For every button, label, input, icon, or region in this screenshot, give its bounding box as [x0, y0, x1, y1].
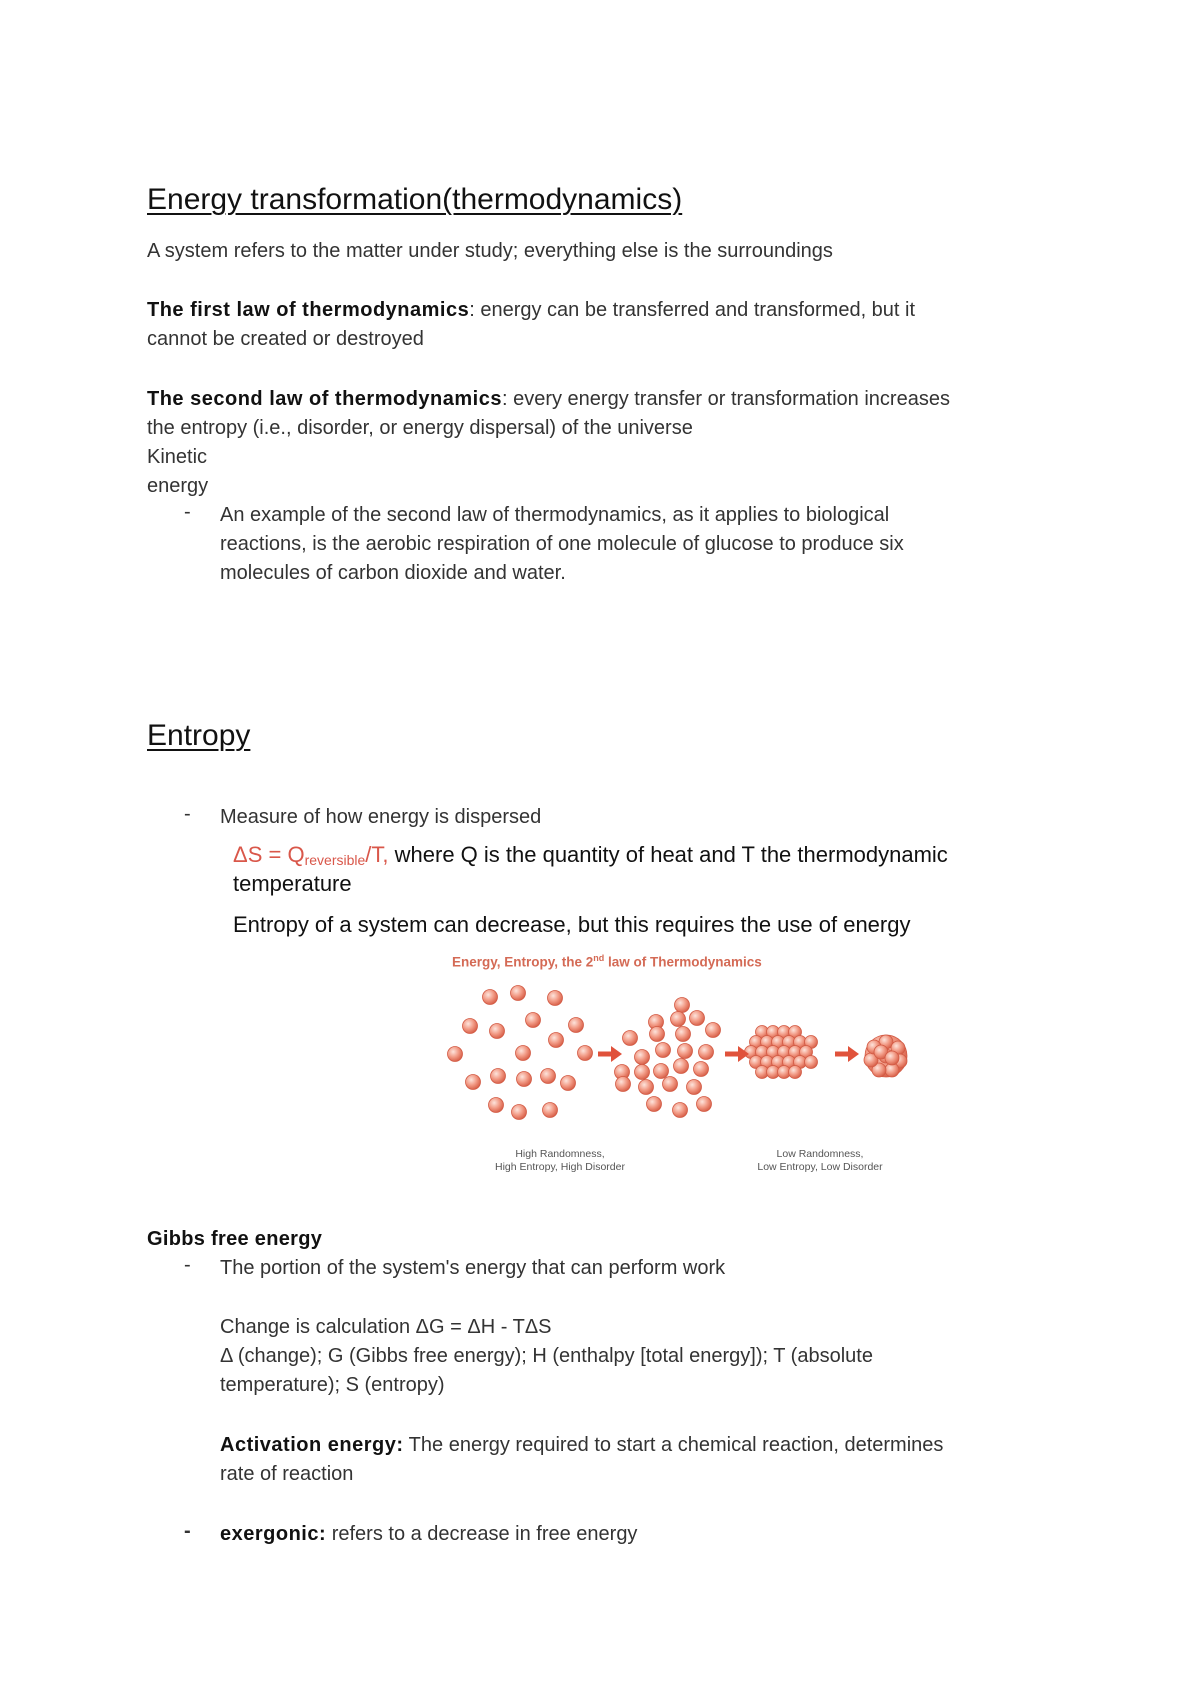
particle-high-entropy: [511, 986, 526, 1001]
gibbs-equation: Change is calculation ΔG = ΔH - TΔS: [220, 1316, 552, 1338]
arrow-2-shaft: [725, 1052, 739, 1057]
particle-high-entropy: [489, 1098, 504, 1113]
particle-medium-entropy: [635, 1065, 650, 1080]
arrow-1-head: [611, 1046, 622, 1062]
figure-title-superscript: nd: [593, 953, 605, 963]
first-law-line1: [147, 296, 915, 325]
particle-medium-entropy: [675, 998, 690, 1013]
exergonic-text: refers to a decrease in free energy: [326, 1523, 638, 1545]
activation-energy-text: The energy required to start a chemical reaction, determines: [403, 1434, 944, 1456]
exergonic-line: [220, 1520, 637, 1549]
particle-high-entropy: [490, 1024, 505, 1039]
particle-medium-entropy: [674, 1059, 689, 1074]
particle-medium-entropy: [639, 1080, 654, 1095]
particle-medium-entropy: [706, 1023, 721, 1038]
kinetic-line2: energy: [147, 475, 209, 497]
particle-cluster: [885, 1051, 899, 1065]
particle-high-entropy: [483, 990, 498, 1005]
bullet-dash: -: [184, 803, 191, 825]
arrow-1-shaft: [598, 1052, 612, 1057]
particle-medium-entropy: [697, 1097, 712, 1112]
heading-entropy: Entropy: [147, 719, 251, 752]
particle-medium-entropy: [647, 1097, 662, 1112]
particle-high-entropy: [541, 1069, 556, 1084]
particle-medium-entropy: [678, 1044, 693, 1059]
particle-medium-entropy: [690, 1011, 705, 1026]
particle-high-entropy: [517, 1072, 532, 1087]
caption-high-entropy: [480, 1148, 640, 1174]
example-line2: reactions, is the aerobic respiration of one molecule of glucose to produce six: [220, 533, 904, 555]
particle-medium-entropy: [663, 1077, 678, 1092]
first-law-line2: cannot be created or destroyed: [147, 328, 424, 350]
arrow-3-head: [848, 1046, 859, 1062]
caption-high-line2: High Entropy, High Disorder: [495, 1161, 625, 1173]
particle-medium-entropy: [687, 1080, 702, 1095]
heading-gibbs-free-energy: Gibbs free energy: [147, 1228, 323, 1250]
particle-high-entropy: [491, 1069, 506, 1084]
second-law-label: The second law of thermodynamics: [147, 388, 502, 410]
particle-high-entropy: [516, 1046, 531, 1061]
particle-low-entropy: [789, 1066, 802, 1079]
delta-s-symbol: ΔS: [233, 842, 263, 867]
caption-low-line2: Low Entropy, Low Disorder: [757, 1161, 883, 1173]
formula-description: where Q is the quantity of heat and T the thermodynamic: [388, 842, 948, 867]
formula-equals-q: = Q: [268, 842, 305, 867]
caption-low-entropy: [740, 1148, 900, 1174]
particle-medium-entropy: [654, 1064, 669, 1079]
second-law-text: : every energy transfer or transformation increases: [501, 388, 950, 410]
exergonic-label: exergonic:: [220, 1523, 327, 1545]
particle-high-entropy: [548, 991, 563, 1006]
particle-medium-entropy: [694, 1062, 709, 1077]
entropy-decrease-line: Entropy of a system can decrease, but this requires the use of energy: [233, 912, 911, 937]
bullet-dash: -: [184, 501, 191, 523]
bullet-dash: -: [184, 1520, 192, 1542]
entropy-particles-diagram: [430, 950, 950, 1180]
gibbs-legend-line2: temperature); S (entropy): [220, 1374, 445, 1396]
arrow-3-shaft: [835, 1052, 849, 1057]
particle-low-entropy: [805, 1056, 818, 1069]
particle-high-entropy: [466, 1075, 481, 1090]
bullet-dash: -: [184, 1254, 191, 1276]
entropy-formula-line2: temperature: [233, 871, 352, 896]
particle-high-entropy: [543, 1103, 558, 1118]
caption-low-line1: Low Randomness,: [776, 1148, 864, 1160]
second-law-line2: the entropy (i.e., disorder, or energy dispersal) of the universe: [147, 417, 693, 439]
second-law-line1: [147, 385, 950, 414]
particle-medium-entropy: [671, 1012, 686, 1027]
first-law-label: The first law of thermodynamics: [147, 299, 470, 321]
example-line3: molecules of carbon dioxide and water.: [220, 562, 566, 584]
particle-medium-entropy: [673, 1103, 688, 1118]
entropy-measure-text: Measure of how energy is dispersed: [220, 806, 542, 828]
activation-energy-line2: rate of reaction: [220, 1463, 354, 1485]
particle-high-entropy: [569, 1018, 584, 1033]
figure-title-rest: law of Thermodynamics: [604, 954, 762, 970]
particle-high-entropy: [549, 1033, 564, 1048]
system-definition: A system refers to the matter under study; everything else is the surroundings: [147, 240, 833, 262]
particle-medium-entropy: [656, 1043, 671, 1058]
particle-medium-entropy: [699, 1045, 714, 1060]
caption-high-line1: High Randomness,: [515, 1148, 605, 1160]
particle-medium-entropy: [616, 1077, 631, 1092]
activation-energy-line1: [220, 1431, 943, 1460]
particle-medium-entropy: [623, 1031, 638, 1046]
entropy-figure: [430, 950, 950, 1180]
example-line1: An example of the second law of thermodynamics, as it applies to biological: [220, 504, 890, 526]
particle-medium-entropy: [635, 1050, 650, 1065]
figure-title-text: Energy, Entropy, the 2: [452, 954, 594, 970]
formula-subscript: reversible: [304, 852, 366, 868]
particle-high-entropy: [561, 1076, 576, 1091]
gibbs-definition: The portion of the system's energy that can perform work: [220, 1257, 726, 1279]
particle-high-entropy: [526, 1013, 541, 1028]
gibbs-legend-line1: Δ (change); G (Gibbs free energy); H (enthalpy [total energy]); T (absolute: [220, 1345, 873, 1367]
heading-energy-transformation: Energy transformation(thermodynamics): [147, 183, 683, 216]
particle-medium-entropy: [650, 1027, 665, 1042]
particle-medium-entropy: [676, 1027, 691, 1042]
particle-high-entropy: [463, 1019, 478, 1034]
activation-energy-label: Activation energy:: [220, 1434, 404, 1456]
particle-high-entropy: [512, 1105, 527, 1120]
particle-high-entropy: [448, 1047, 463, 1062]
formula-slash-t: /T,: [365, 842, 389, 867]
first-law-text: : energy can be transferred and transformed, but it: [469, 299, 916, 321]
particle-high-entropy: [578, 1046, 593, 1061]
kinetic-line1: Kinetic: [147, 446, 208, 468]
